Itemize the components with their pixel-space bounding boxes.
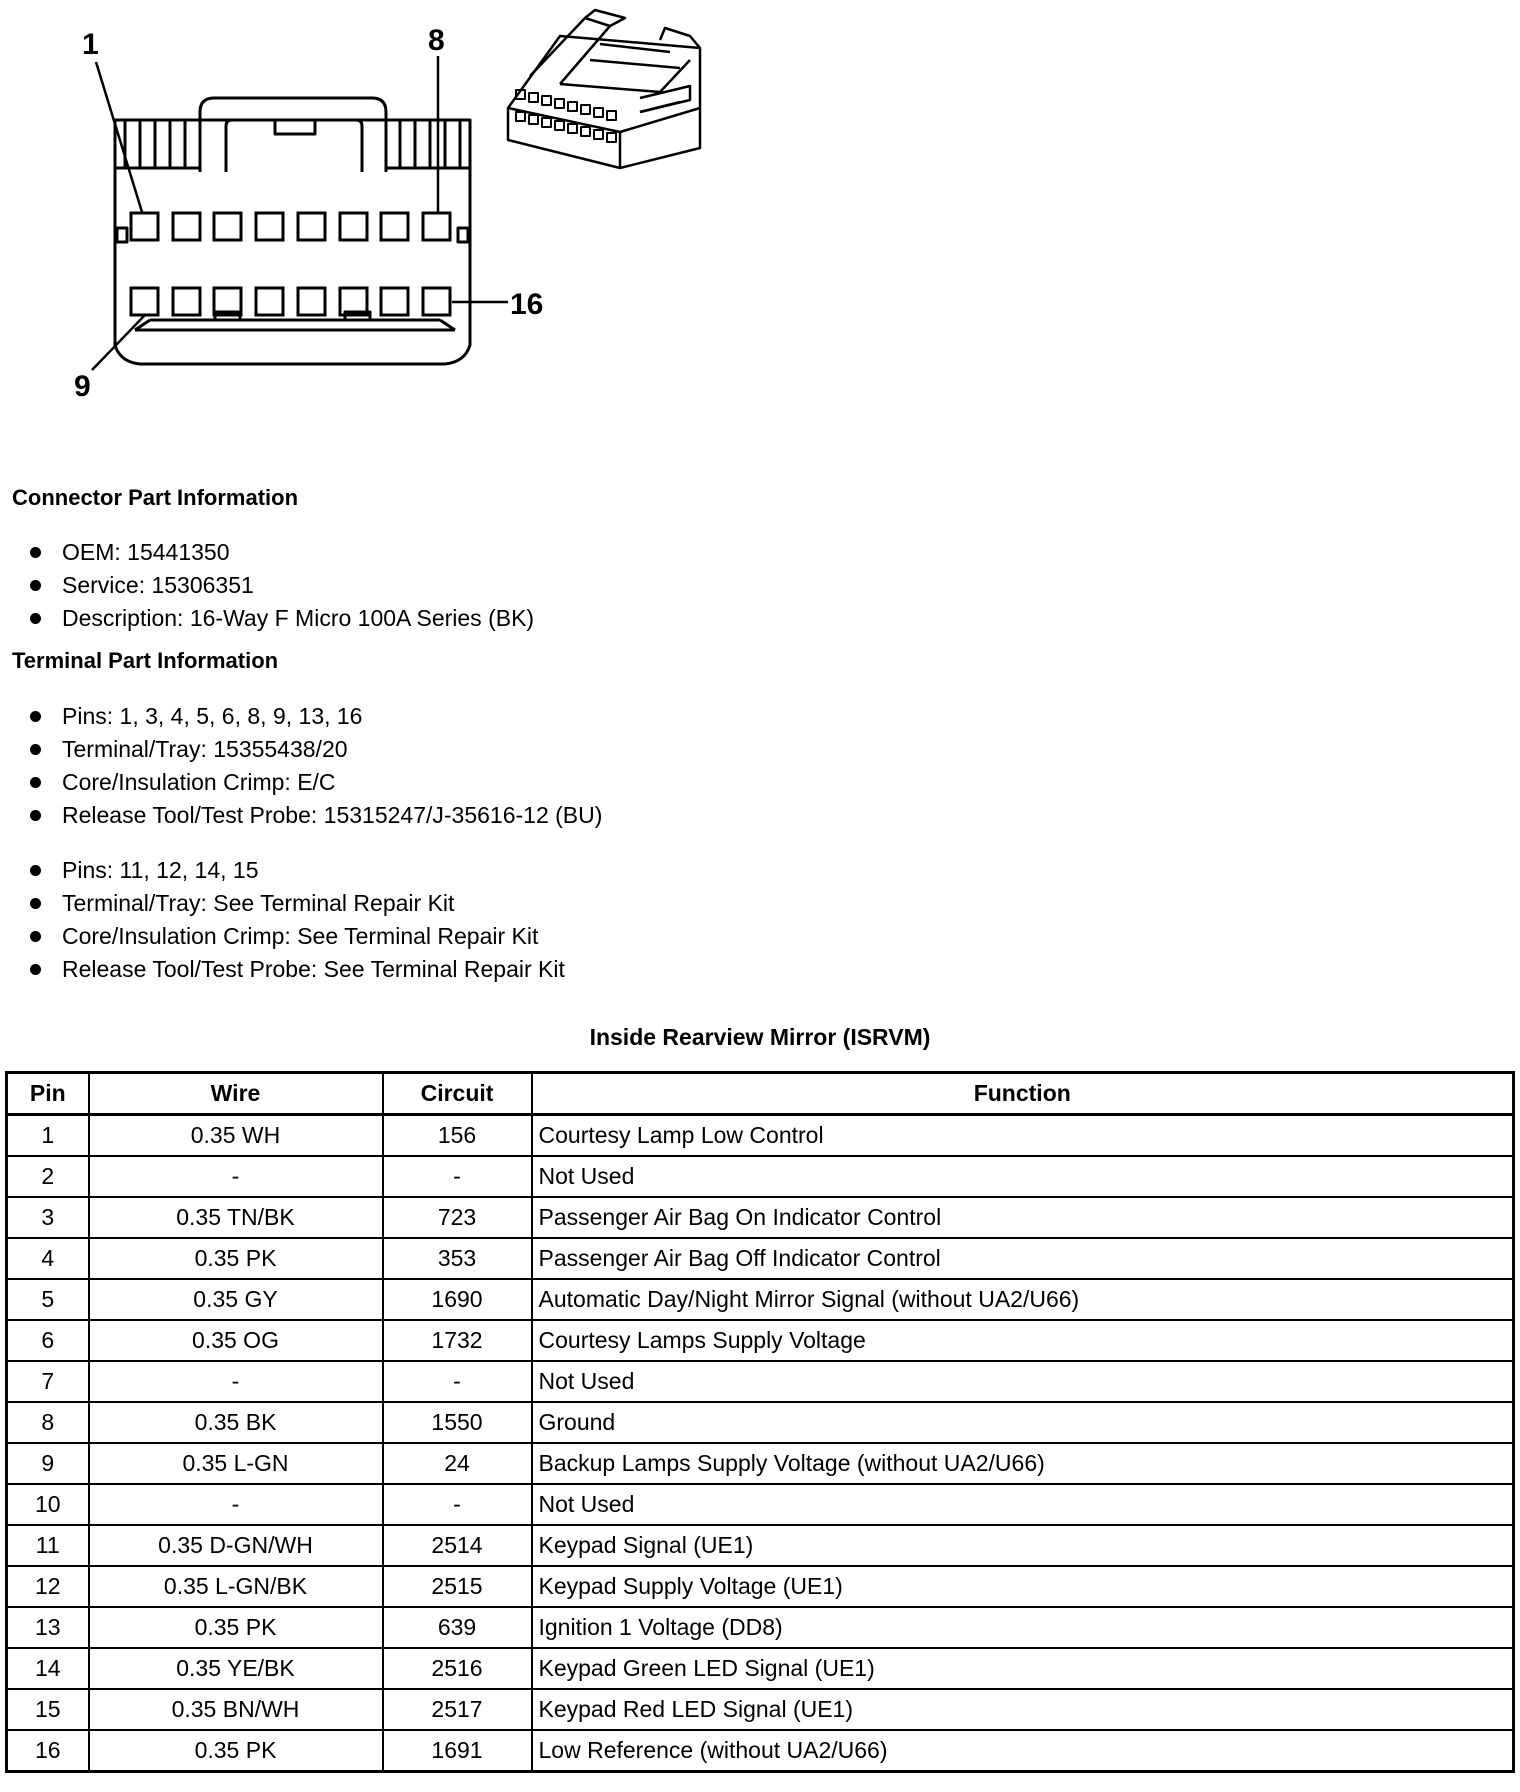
header-pin: Pin [7,1073,89,1115]
cell-wire: 0.35 L-GN [89,1443,383,1484]
bullet-icon [30,810,41,821]
table-row [7,1320,1514,1361]
cell-function: Courtesy Lamps Supply Voltage [532,1320,1514,1361]
cell-function: Not Used [532,1361,1514,1402]
bullet-icon [30,931,41,942]
list-item: OEM: 15441350 [30,536,534,569]
table-header-row [7,1073,1514,1115]
cell-wire: 0.35 YE/BK [89,1648,383,1689]
cell-function: Ignition 1 Voltage (DD8) [532,1607,1514,1648]
cell-wire: 0.35 PK [89,1730,383,1772]
list-item: Core/Insulation Crimp: See Terminal Repair Kit [30,920,565,953]
cell-pin: 9 [7,1443,89,1484]
cell-circuit: 2514 [383,1525,532,1566]
list-item: Pins: 11, 12, 14, 15 [30,854,565,887]
cell-pin: 1 [7,1115,89,1157]
cell-wire: 0.35 PK [89,1238,383,1279]
table-row [7,1525,1514,1566]
cell-wire: 0.35 L-GN/BK [89,1566,383,1607]
cell-circuit: 2516 [383,1648,532,1689]
table-row [7,1648,1514,1689]
list-item: Release Tool/Test Probe: 15315247/J-35616-12 (BU) [30,799,602,832]
list-item: Release Tool/Test Probe: See Terminal Repair Kit [30,953,565,986]
table-row [7,1156,1514,1197]
bullet-icon [30,580,41,591]
pin-cavities-top-row [131,213,450,240]
cell-function: Keypad Supply Voltage (UE1) [532,1566,1514,1607]
cell-wire: - [89,1156,383,1197]
list-item: Pins: 1, 3, 4, 5, 6, 8, 9, 13, 16 [30,700,602,733]
cell-circuit: - [383,1484,532,1525]
pin-label-1: 1 [82,28,99,61]
bullet-icon [30,865,41,876]
cell-function: Keypad Signal (UE1) [532,1525,1514,1566]
cell-function: Low Reference (without UA2/U66) [532,1730,1514,1772]
connector-part-info-heading: Connector Part Information [12,485,299,510]
cell-function: Not Used [532,1156,1514,1197]
header-circuit: Circuit [383,1073,532,1115]
cell-circuit: 1732 [383,1320,532,1361]
bullet-icon [30,777,41,788]
cell-function: Not Used [532,1484,1514,1525]
bullet-icon [30,964,41,975]
table-row [7,1443,1514,1484]
table-row [7,1484,1514,1525]
connector-face-outline [115,120,470,364]
connector-info-list [30,536,534,635]
table-row [7,1279,1514,1320]
cell-pin: 8 [7,1402,89,1443]
cell-function: Automatic Day/Night Mirror Signal (without UA2/U66) [532,1279,1514,1320]
cell-function: Passenger Air Bag Off Indicator Control [532,1238,1514,1279]
cell-circuit: - [383,1361,532,1402]
pin-label-8: 8 [428,24,445,57]
cell-function: Courtesy Lamp Low Control [532,1115,1514,1157]
bullet-icon [30,613,41,624]
cell-circuit: 1550 [383,1402,532,1443]
table-row [7,1238,1514,1279]
cell-circuit: 1691 [383,1730,532,1772]
list-item: Service: 15306351 [30,569,534,602]
bullet-icon [30,744,41,755]
cell-pin: 12 [7,1566,89,1607]
cell-wire: 0.35 WH [89,1115,383,1157]
cell-pin: 16 [7,1730,89,1772]
cell-wire: 0.35 PK [89,1607,383,1648]
table-row [7,1730,1514,1772]
cell-wire: 0.35 BN/WH [89,1689,383,1730]
cell-function: Ground [532,1402,1514,1443]
bullet-icon [30,898,41,909]
list-item: Terminal/Tray: See Terminal Repair Kit [30,887,565,920]
table-row [7,1566,1514,1607]
cell-wire: 0.35 TN/BK [89,1197,383,1238]
terminal-part-info-heading: Terminal Part Information [12,648,279,673]
list-item: Terminal/Tray: 15355438/20 [30,733,602,766]
table-row [7,1361,1514,1402]
cell-function: Passenger Air Bag On Indicator Control [532,1197,1514,1238]
table-title: Inside Rearview Mirror (ISRVM) [589,1024,931,1050]
cell-pin: 15 [7,1689,89,1730]
cell-circuit: 723 [383,1197,532,1238]
terminal-info-list-1 [30,700,602,832]
cell-wire: 0.35 OG [89,1320,383,1361]
cell-circuit: 1690 [383,1279,532,1320]
cell-wire: 0.35 BK [89,1402,383,1443]
header-function: Function [532,1073,1514,1115]
cell-pin: 4 [7,1238,89,1279]
cell-pin: 11 [7,1525,89,1566]
cell-circuit: - [383,1156,532,1197]
list-item: Core/Insulation Crimp: E/C [30,766,602,799]
cell-function: Keypad Red LED Signal (UE1) [532,1689,1514,1730]
cell-pin: 13 [7,1607,89,1648]
cell-pin: 6 [7,1320,89,1361]
cell-wire: - [89,1484,383,1525]
table-row [7,1607,1514,1648]
table-row [7,1115,1514,1157]
connector-3d-illustration [508,10,700,168]
cell-wire: - [89,1361,383,1402]
cell-circuit: 24 [383,1443,532,1484]
pin-cavities-bottom-row [131,288,450,315]
cell-pin: 3 [7,1197,89,1238]
cell-function: Backup Lamps Supply Voltage (without UA2/U66) [532,1443,1514,1484]
cell-circuit: 353 [383,1238,532,1279]
cell-pin: 14 [7,1648,89,1689]
bullet-icon [30,547,41,558]
pin-label-9: 9 [74,370,91,403]
cell-circuit: 639 [383,1607,532,1648]
list-item: Description: 16-Way F Micro 100A Series (BK) [30,602,534,635]
connector-diagram [0,0,760,420]
table-row [7,1689,1514,1730]
header-wire: Wire [89,1073,383,1115]
cell-pin: 5 [7,1279,89,1320]
cell-wire: 0.35 D-GN/WH [89,1525,383,1566]
cell-pin: 10 [7,1484,89,1525]
terminal-info-list-2 [30,854,565,986]
cell-wire: 0.35 GY [89,1279,383,1320]
cell-circuit: 2515 [383,1566,532,1607]
cell-pin: 2 [7,1156,89,1197]
cell-circuit: 156 [383,1115,532,1157]
cell-function: Keypad Green LED Signal (UE1) [532,1648,1514,1689]
cell-pin: 7 [7,1361,89,1402]
pin-label-16: 16 [510,288,544,321]
table-row [7,1197,1514,1238]
pinout-table [5,1071,1515,1773]
table-row [7,1402,1514,1443]
cell-circuit: 2517 [383,1689,532,1730]
bullet-icon [30,711,41,722]
